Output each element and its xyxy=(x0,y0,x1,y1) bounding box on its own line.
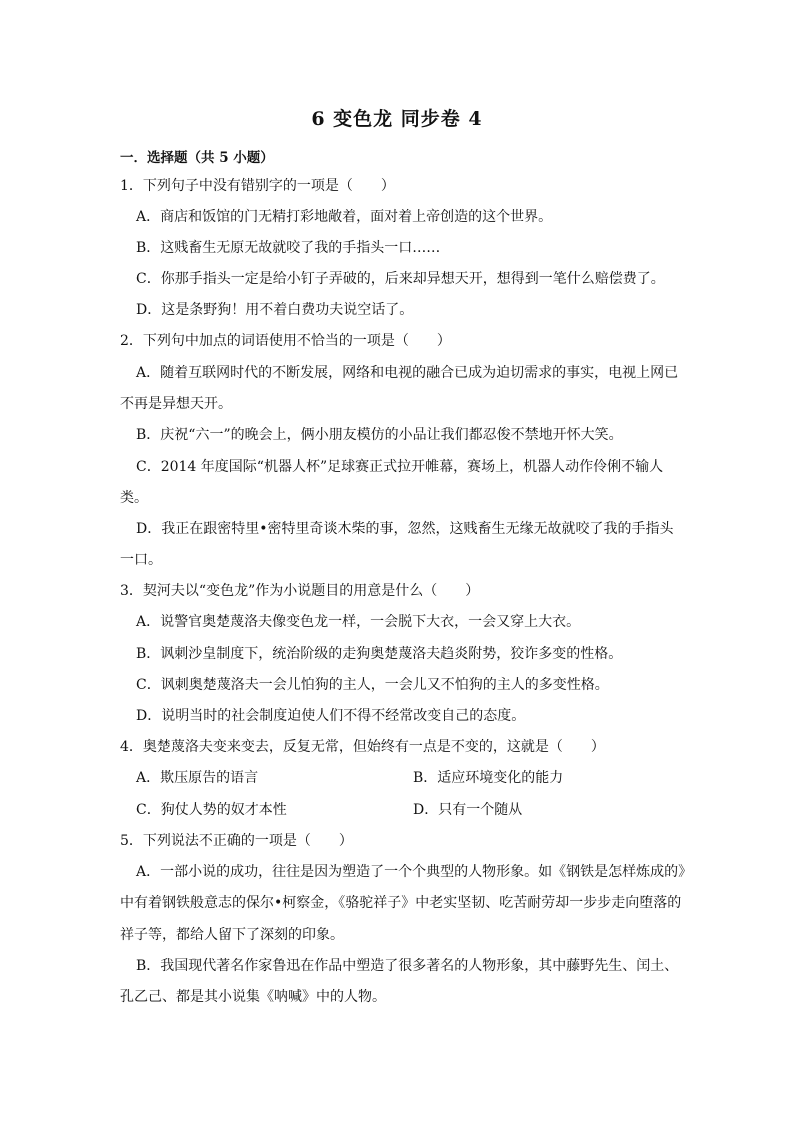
question-4-option-a: A．欺压原告的语言 xyxy=(136,770,259,786)
question-4-option-b: B．适应环境变化的能力 xyxy=(413,770,564,786)
question-5-option-a-line2: 中有着钢铁般意志的保尔•柯察金，《骆驼祥子》中老实坚韧、吃苦耐劳却一步步走向堕落的 xyxy=(120,895,682,911)
question-4-stem: 4．奥楚蔑洛夫变来变去，反复无常，但始终有一点是不变的，这就是（ ） xyxy=(120,739,605,755)
question-2-option-b: B．庆祝“六一”的晚会上，俩小朋友模仿的小品让我们都忍俊不禁地开怀大笑。 xyxy=(136,427,623,443)
question-1-option-a: A．商店和饭馆的门无精打彩地敞着，面对着上帝创造的这个世界。 xyxy=(136,209,553,225)
page-title: 6 变色龙 同步卷 4 xyxy=(311,108,483,130)
question-5-stem: 5．下列说法不正确的一项是（ ） xyxy=(120,833,353,849)
question-2-option-d-line2: 一口。 xyxy=(120,552,162,568)
question-3-option-a: A．说警官奥楚蔑洛夫像变色龙一样，一会脱下大衣，一会又穿上大衣。 xyxy=(136,614,581,630)
question-3-option-d: D．说明当时的社会制度迫使人们不得不经常改变自己的态度。 xyxy=(136,708,526,724)
question-4-option-c: C．狗仗人势的奴才本性 xyxy=(136,802,287,818)
question-1-option-c: C．你那手指头一定是给小钉子弄破的，后来却异想天开，想得到一笔什么赔偿费了。 xyxy=(136,271,665,287)
section-heading: 一．选择题（共 5 小题） xyxy=(120,150,274,166)
question-2-option-c-line2: 类。 xyxy=(120,490,148,506)
question-2-option-a-line1: A．随着互联网时代的不断发展，网络和电视的融合已成为迫切需求的事实，电视上网已 xyxy=(136,365,679,381)
question-3-option-c: C．讽刺奥楚蔑洛夫一会儿怕狗的主人，一会儿又不怕狗的主人的多变性格。 xyxy=(136,677,609,693)
question-2-option-a-line2: 不再是异想天开。 xyxy=(120,396,232,412)
question-1-option-d: D．这是条野狗！用不着白费功夫说空话了。 xyxy=(136,302,414,318)
question-2-stem: 2．下列句中加点的词语使用不恰当的一项是（ ） xyxy=(120,333,451,349)
question-3-stem: 3．契河夫以“变色龙”作为小说题目的用意是什么（ ） xyxy=(120,583,480,599)
question-5-option-a-line1: A．一部小说的成功，往往是因为塑造了一个个典型的人物形象。如《钢铁是怎样炼成的》 xyxy=(136,864,693,880)
question-1-option-b: B．这贱畜生无原无故就咬了我的手指头一口…… xyxy=(136,240,441,256)
question-2-option-c-line1: C．2014 年度国际“机器人杯”足球赛正式拉开帷幕，赛场上，机器人动作伶俐不输人 xyxy=(136,459,664,475)
question-3-option-b: B．讽刺沙皇制度下，统治阶级的走狗奥楚蔑洛夫趋炎附势，狡诈多变的性格。 xyxy=(136,646,623,662)
question-1-stem: 1．下列句子中没有错别字的一项是（ ） xyxy=(120,178,395,194)
question-5-option-b-line2: 孔乙己、都是其小说集《呐喊》中的人物。 xyxy=(120,989,386,1005)
question-5-option-b-line1: B．我国现代著名作家鲁迅在作品中塑造了很多著名的人物形象，其中藤野先生、闰土、 xyxy=(136,958,679,974)
question-4-option-d: D．只有一个随从 xyxy=(413,802,523,818)
question-5-option-a-line3: 祥子等，都给人留下了深刻的印象。 xyxy=(120,927,344,943)
question-2-option-d-line1: D．我正在跟密特里•密特里奇谈木柴的事，忽然，这贱畜生无缘无故就咬了我的手指头 xyxy=(136,521,674,537)
